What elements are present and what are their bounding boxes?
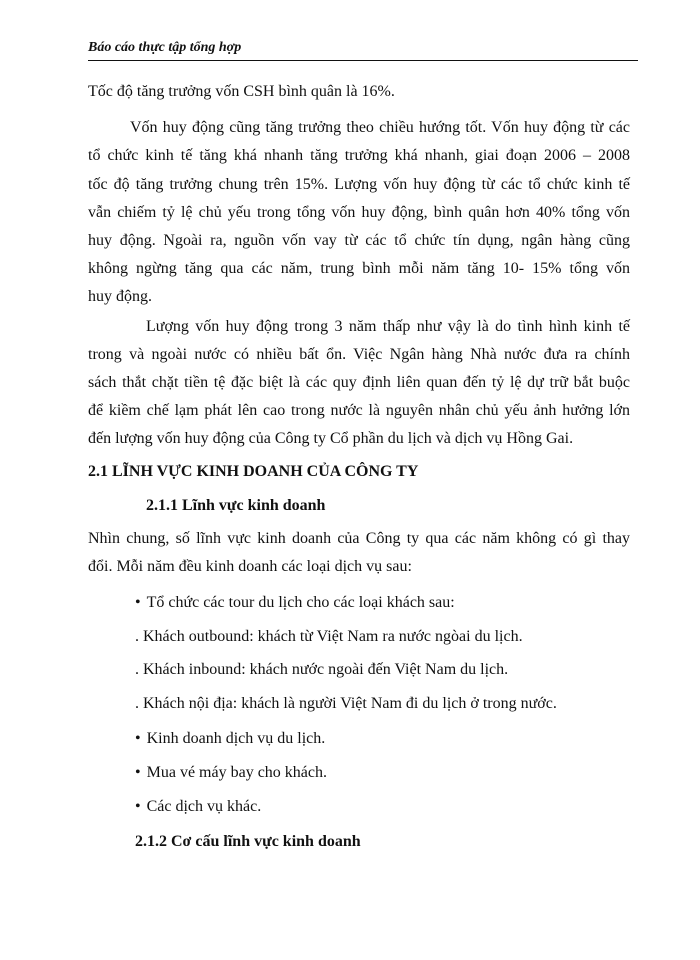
subsection-heading: 2.1.1 Lĩnh vực kinh doanh (146, 497, 326, 514)
section-heading: 2.1 LĨNH VỰC KINH DOANH CỦA CÔNG TY (88, 463, 419, 480)
list-item (135, 763, 630, 783)
list-item-text: Kinh doanh dịch vụ du lịch. (146, 730, 326, 747)
paragraph-line: trong và ngoài nước có nhiều bất ổn. Việc Ngân hàng Nhà nước đưa ra chính (88, 346, 630, 363)
paragraph-line: để kiềm chế lạm phát lên cao trong nước là nguyên nhân chủ yếu ảnh hưởng lớn (88, 402, 630, 419)
list-item: . Khách outbound: khách từ Việt Nam ra nước ngòai du lịch. (135, 628, 523, 645)
bullet-icon: • (135, 764, 141, 781)
list-item (135, 593, 630, 613)
paragraph-line: đến lượng vốn huy động của Công ty Cổ phần du lịch và dịch vụ Hồng Gai. (88, 430, 574, 447)
paragraph-line: Lượng vốn huy động trong 3 năm thấp như vậy là do tình hình kinh tế (146, 318, 630, 335)
bullet-icon: • (135, 730, 141, 747)
subsection-heading: 2.1.2 Cơ cấu lĩnh vực kinh doanh (135, 833, 361, 850)
list-item (135, 797, 630, 817)
paragraph-line: đổi. Mỗi năm đều kinh doanh các loại dịch vụ sau: (88, 558, 412, 575)
paragraph-line: huy động. Ngoài ra, nguồn vốn vay từ các tổ chức tín dụng, ngân hàng cũng (88, 232, 630, 249)
list-item (135, 729, 630, 749)
bullet-icon: • (135, 594, 141, 611)
paragraph-line: tốc độ tăng trưởng chung trên 15%. Lượng vốn huy động từ các tổ chức kinh tế (88, 176, 630, 193)
paragraph-line: sách thắt chặt tiền tệ đặc biệt là các quy định liên quan đến tỷ lệ dự trữ bắt buộc (88, 374, 630, 391)
paragraph-line: tổ chức kinh tế tăng khá nhanh tăng trưởng khá nhanh, giai đoạn 2006 – 2008 (88, 147, 630, 164)
list-item: . Khách nội địa: khách là người Việt Nam đi du lịch ở trong nước. (135, 695, 557, 712)
header-divider (88, 60, 638, 61)
bullet-icon: • (135, 798, 141, 815)
paragraph-line: Vốn huy động cũng tăng trưởng theo chiều hướng tốt. Vốn huy động từ các (130, 119, 630, 136)
list-item-text: Mua vé máy bay cho khách. (146, 764, 327, 781)
list-item: . Khách inbound: khách nước ngoài đến Việt Nam du lịch. (135, 661, 509, 678)
list-item-text: Tổ chức các tour du lịch cho các loại khách sau: (146, 594, 455, 611)
paragraph-line: Tốc độ tăng trưởng vốn CSH bình quân là 16%. (88, 83, 395, 100)
paragraph-line: huy động. (88, 288, 152, 305)
paragraph-line: không ngừng tăng qua các năm, trung bình mỗi năm tăng 10- 15% tổng vốn (88, 260, 630, 277)
header-title: Báo cáo thực tập tổng hợp (88, 40, 242, 55)
list-item-text: Các dịch vụ khác. (146, 798, 262, 815)
paragraph-line: vẫn chiếm tỷ lệ chủ yếu trong tổng vốn huy động, bình quân hơn 40% tổng vốn (88, 204, 630, 221)
paragraph-line: Nhìn chung, số lĩnh vực kinh doanh của Công ty qua các năm không có gì thay (88, 530, 630, 547)
